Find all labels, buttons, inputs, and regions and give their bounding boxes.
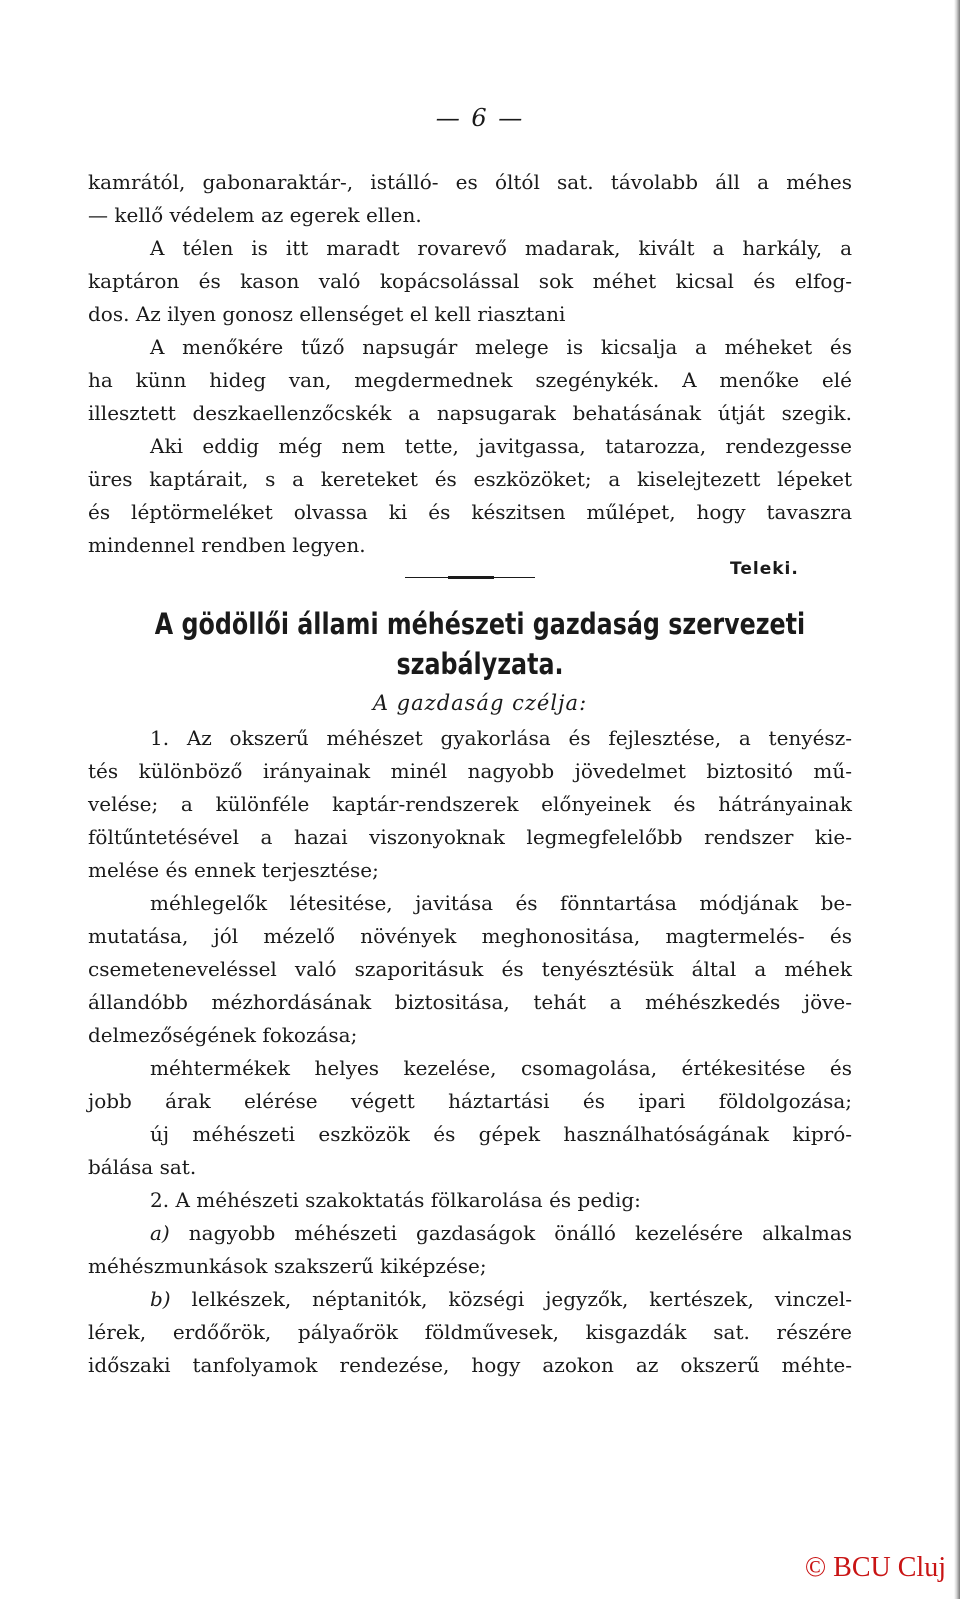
text-line: illesztett deszkaellenzőcskék a napsugarak behatásának útját szegik. [88, 401, 852, 425]
text-line: időszaki tanfolyamok rendezése, hogy azokon az okszerű méhte- [88, 1353, 852, 1377]
page-edge-shadow [954, 0, 960, 1599]
library-watermark: © BCU Cluj [804, 1552, 946, 1583]
section-title-line-1: A gödöllői állami méhészeti gazdaság szervezeti [154, 607, 806, 641]
text-line: 2. A méhészeti szakoktatás fölkarolása és pedig: [150, 1188, 641, 1212]
text-line: méhészmunkások szakszerű kiképzése; [88, 1254, 487, 1278]
list-item-a-label: a) [150, 1221, 170, 1245]
list-item-a-text: nagyobb méhészeti gazdaságok önálló kezelésére alkalmas [188, 1221, 853, 1245]
text-line: ha künn hideg van, megdermednek szegénykék. A menőke elé [88, 368, 852, 392]
text-line: tés különböző irányainak minél nagyobb jövedelmet biztositó mű- [88, 759, 852, 783]
page-number: — 6 — [435, 104, 525, 132]
text-line: melése és ennek terjesztése; [88, 858, 379, 882]
text-line: — kellő védelem az egerek ellen. [88, 203, 422, 227]
list-item-b-label: b) [150, 1287, 171, 1311]
author-signature: Teleki. [730, 559, 799, 579]
text-line: és léptörmeléket olvassa ki és készitsen műlépet, hogy tavaszra [88, 500, 852, 524]
text-line: föltűntetésével a hazai viszonyoknak legmegfelelőbb rendszer kie- [88, 825, 852, 849]
text-line: A menőkére tűző napsugár melege is kicsalja a méheket és [150, 335, 852, 359]
section-title-line-2: szabályzata. [396, 647, 564, 681]
text-line: mindennel rendben legyen. [88, 533, 366, 557]
text-line: velése; a különféle kaptár-rendszerek előnyeinek és hátrányainak [88, 792, 852, 816]
text-line: állandóbb mézhordásának biztositása, tehát a méhészkedés jöve- [88, 990, 852, 1014]
text-line: delmezőségének fokozása; [88, 1023, 358, 1047]
text-line: kamrától, gabonaraktár-, istálló- es óltól sat. távolabb áll a méhes [88, 170, 852, 194]
text-line: üres kaptárait, s a kereteket és eszközöket; a kiselejtezett lépeket [88, 467, 852, 491]
list-item-b-line [150, 1283, 852, 1315]
text-line: bálása sat. [88, 1155, 197, 1179]
text-line: Aki eddig még nem tette, javitgassa, tatarozza, rendezgesse [150, 434, 852, 458]
text-line: méhlegelők létesitése, javitása és fönntartása módjának be- [150, 891, 852, 915]
section-subtitle: A gazdaság czélja: [372, 691, 588, 715]
text-line: jobb árak elérése végett háztartási és ipari földolgozása; [88, 1089, 852, 1113]
text-line: csemeteneveléssel való szaporitásuk és tenyésztésük által a méhek [88, 957, 852, 981]
list-item-a-line [150, 1217, 852, 1249]
list-item-b-text: lelkészek, néptanitók, községi jegyzők, kertészek, vinczel- [191, 1287, 853, 1311]
text-line: kaptáron és kason való kopácsolással sok méhet kicsal és elfog- [88, 269, 852, 293]
text-line: 1. Az okszerű méhészet gyakorlása és fejlesztése, a tenyész- [150, 726, 852, 750]
text-line: új méhészeti eszközök és gépek használhatóságának kipró- [150, 1122, 852, 1146]
text-line: mutatása, jól mézelő növények meghonositása, magtermelés- és [88, 924, 852, 948]
section-divider-ornament [448, 576, 494, 579]
text-line: A télen is itt maradt rovarevő madarak, kivált a harkály, a [150, 236, 852, 260]
text-line: lérek, erdőőrök, pályaőrök földművesek, kisgazdák sat. részére [88, 1320, 852, 1344]
text-line: méhtermékek helyes kezelése, csomagolása, értékesitése és [150, 1056, 852, 1080]
text-line: dos. Az ilyen gonosz ellenséget el kell riasztani [88, 302, 566, 326]
